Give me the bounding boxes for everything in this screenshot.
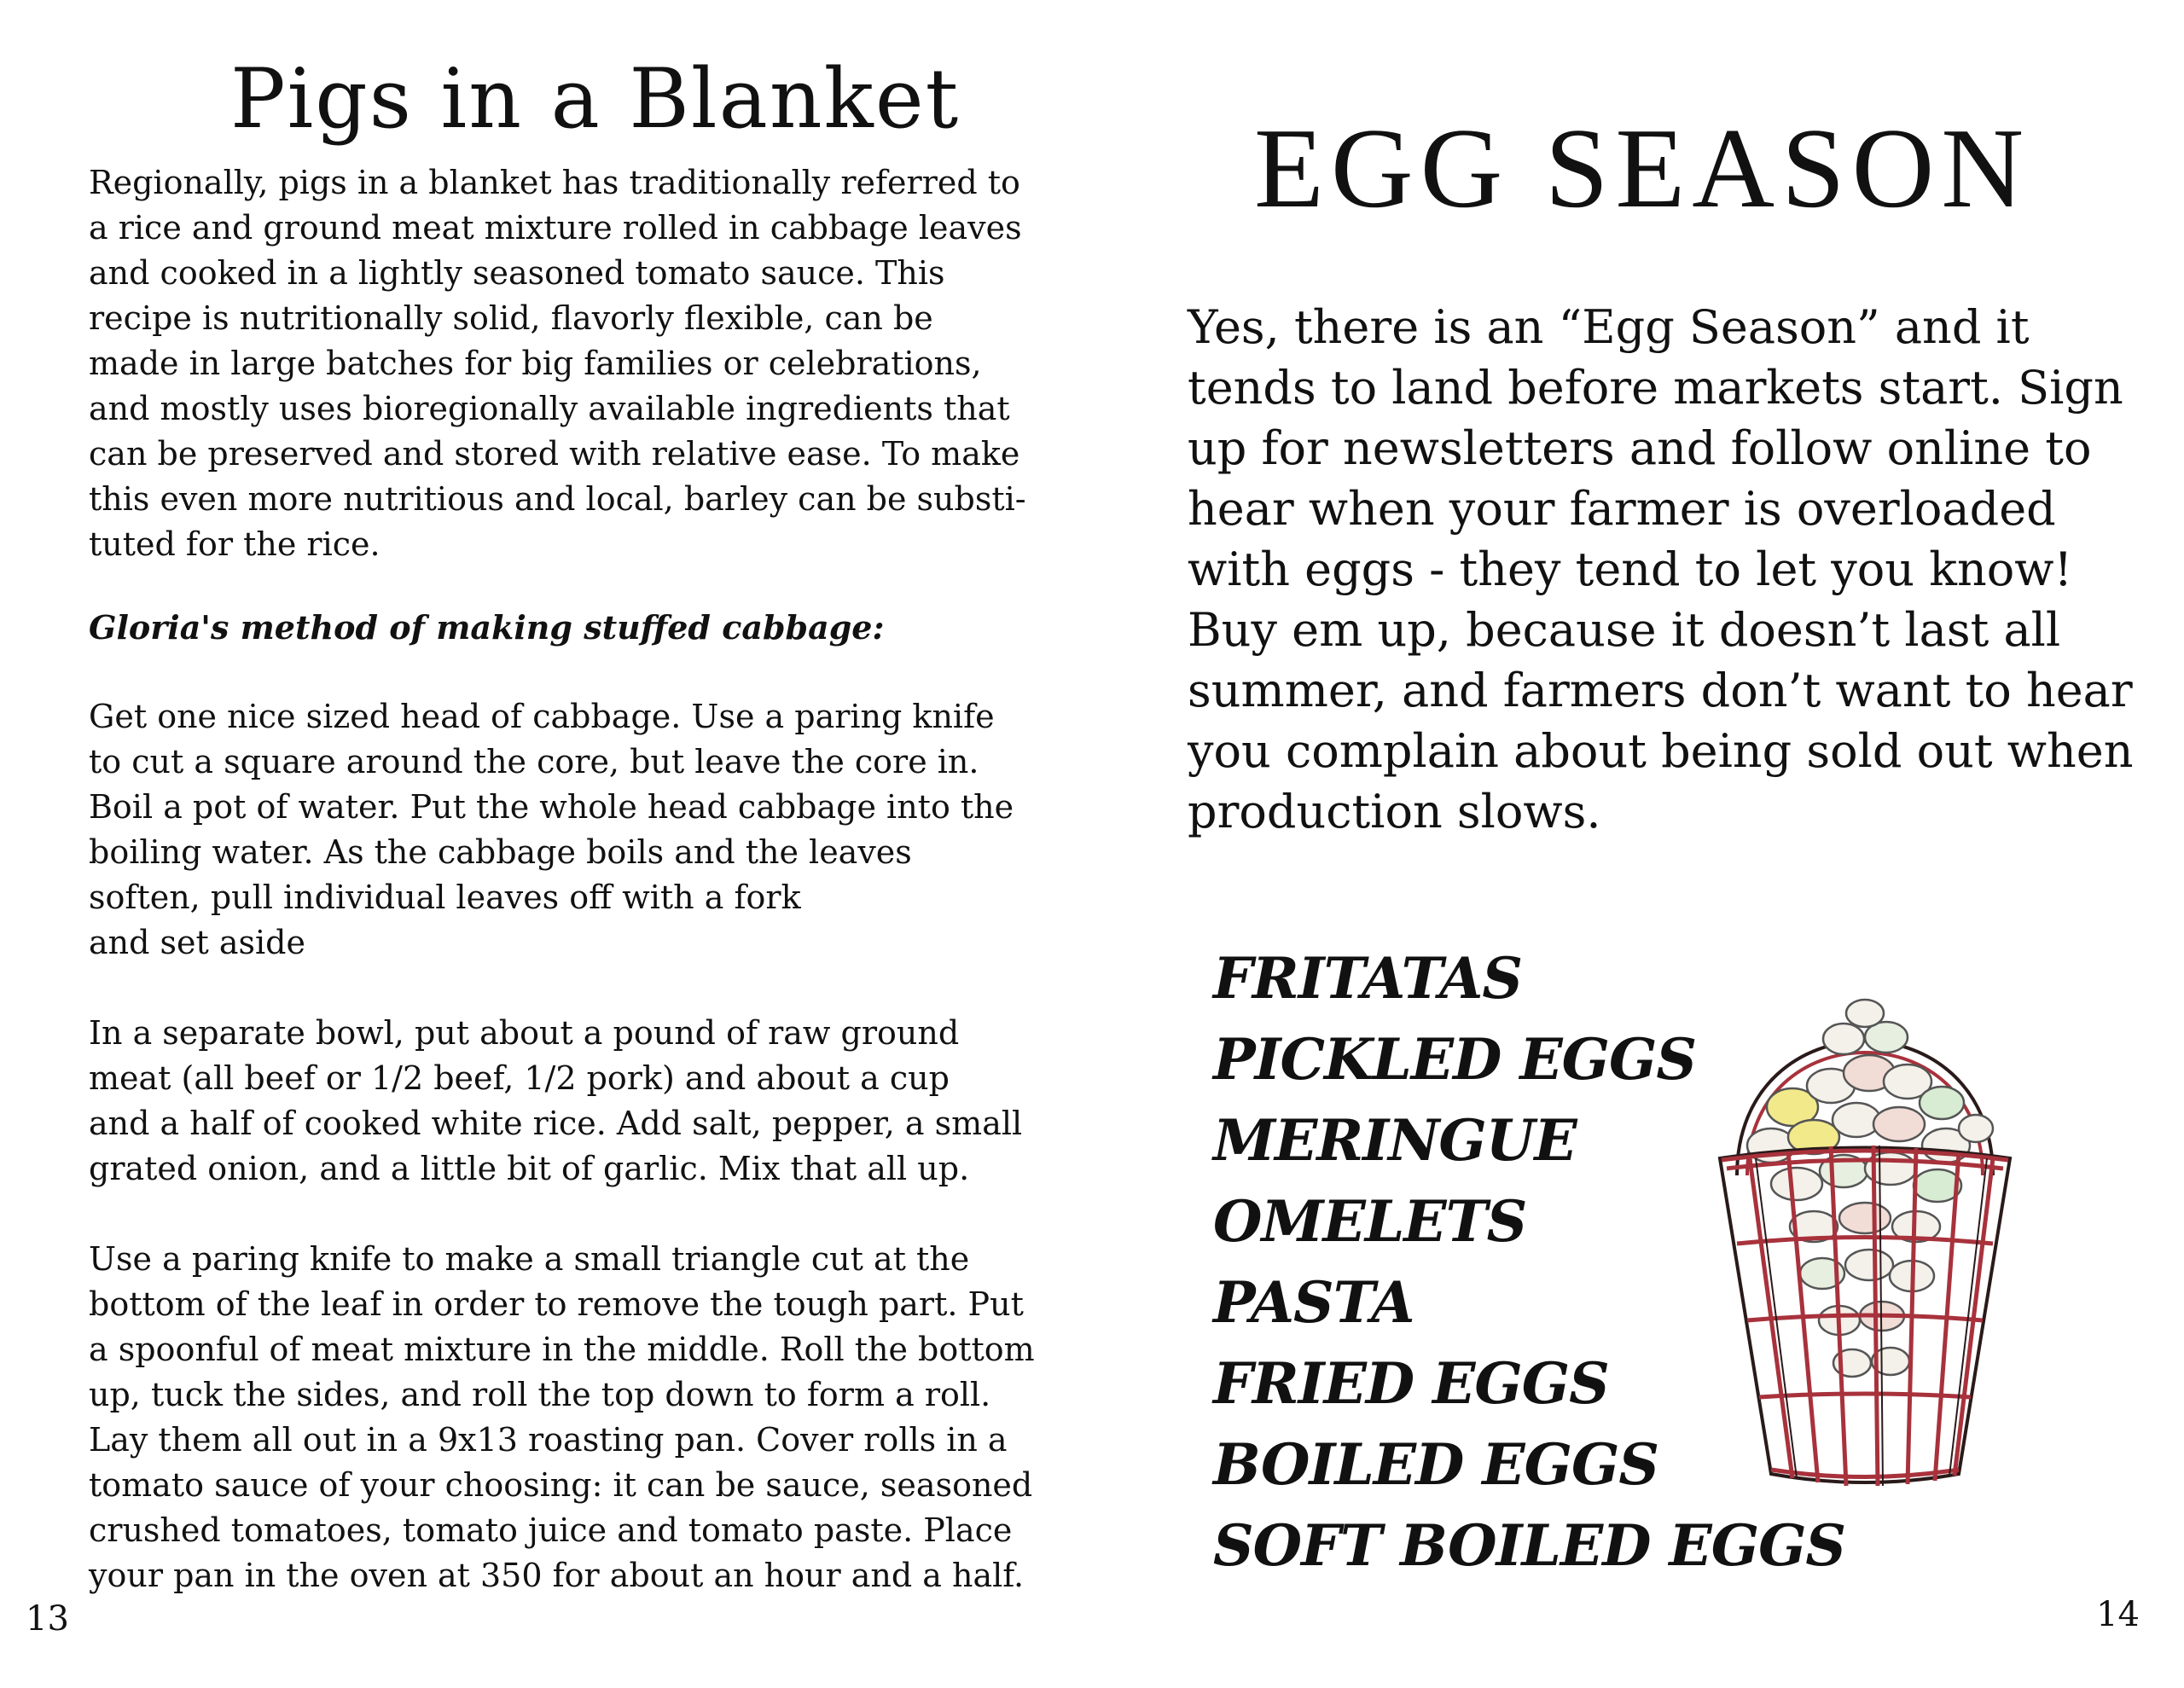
recipe-body [89,160,1095,1598]
dish-item: FRIED EGGS [1213,1350,1609,1417]
right-page [1092,0,2184,1688]
method-heading: Gloria's method of making stuffed cabbage: [89,608,885,647]
recipe-title: Pigs in a Blanket [230,51,961,147]
recipe-step-2: In a separate bowl, put about a pound of raw ground meat (all beef or 1/2 beef, 1/2 pork) and about a cup and a half of cooked white rice. Add salt, pepper, a small grated onion, and a little bit of garlic. Mix that all up. [89,1014,1023,1187]
dish-item: SOFT BOILED EGGS [1213,1512,1846,1579]
egg-season-title: EGG SEASON [1254,105,2031,231]
dish-item: OMELETS [1213,1188,1527,1255]
recipe-step-1: Get one nice sized head of cabbage. Use a paring knife to cut a square around the core, but leave the core in. Boil a pot of water. Put the whole head cabbage into the boiling water. As the cabbage boils and the leaves soften, pull individual leaves off with a fork and set aside [89,698,1014,961]
dish-item: PICKLED EGGS [1213,1026,1697,1093]
page-number-right: 14 [2096,1595,2140,1634]
page-number-left: 13 [26,1599,69,1639]
recipe-step-3: Use a paring knife to make a small triangle cut at the bottom of the leaf in order to remove the tough part. Put a spoonful of meat mixture in the middle. Roll the bottom up, tuck the sides, and roll the top down to form a roll. Lay them all out in a 9x13 roasting pan. Cover rolls in a tomato sauce of your choosing: it can be sauce, seasoned crushed tomatoes, tomato juice and tomato paste. Place your pan in the oven at 350 for about an hour and a half. [89,1240,1035,1594]
egg-basket-icon [1703,945,2027,1491]
egg-season-intro: Yes, there is an “Egg Season” and it tends to land before markets start. Sign up for newsletters and follow online to hear when your farmer is overloaded with eggs - they tend to let you know! Buy em up, because it doesn’t last all summer, and farmers don’t want to hear you complain about being sold out when production slows. [1188,300,2134,838]
dish-item: PASTA [1213,1269,1414,1336]
dish-item: MERINGUE [1213,1107,1577,1174]
dish-item: BOILED EGGS [1213,1431,1658,1498]
dish-item: FRITATAS [1213,945,1523,1012]
recipe-intro: Regionally, pigs in a blanket has traditionally referred to a rice and ground meat mixture rolled in cabbage leaves and cooked in a lightly seasoned tomato sauce. This recipe is nutritionally solid, flavorly flexible, can be made in large batches for big families or celebrations, and mostly uses bioregionally available ingredients that can be preserved and stored with relative ease. To make this even more nutritious and local, barley can be substi- tuted for the rice. [89,164,1026,563]
